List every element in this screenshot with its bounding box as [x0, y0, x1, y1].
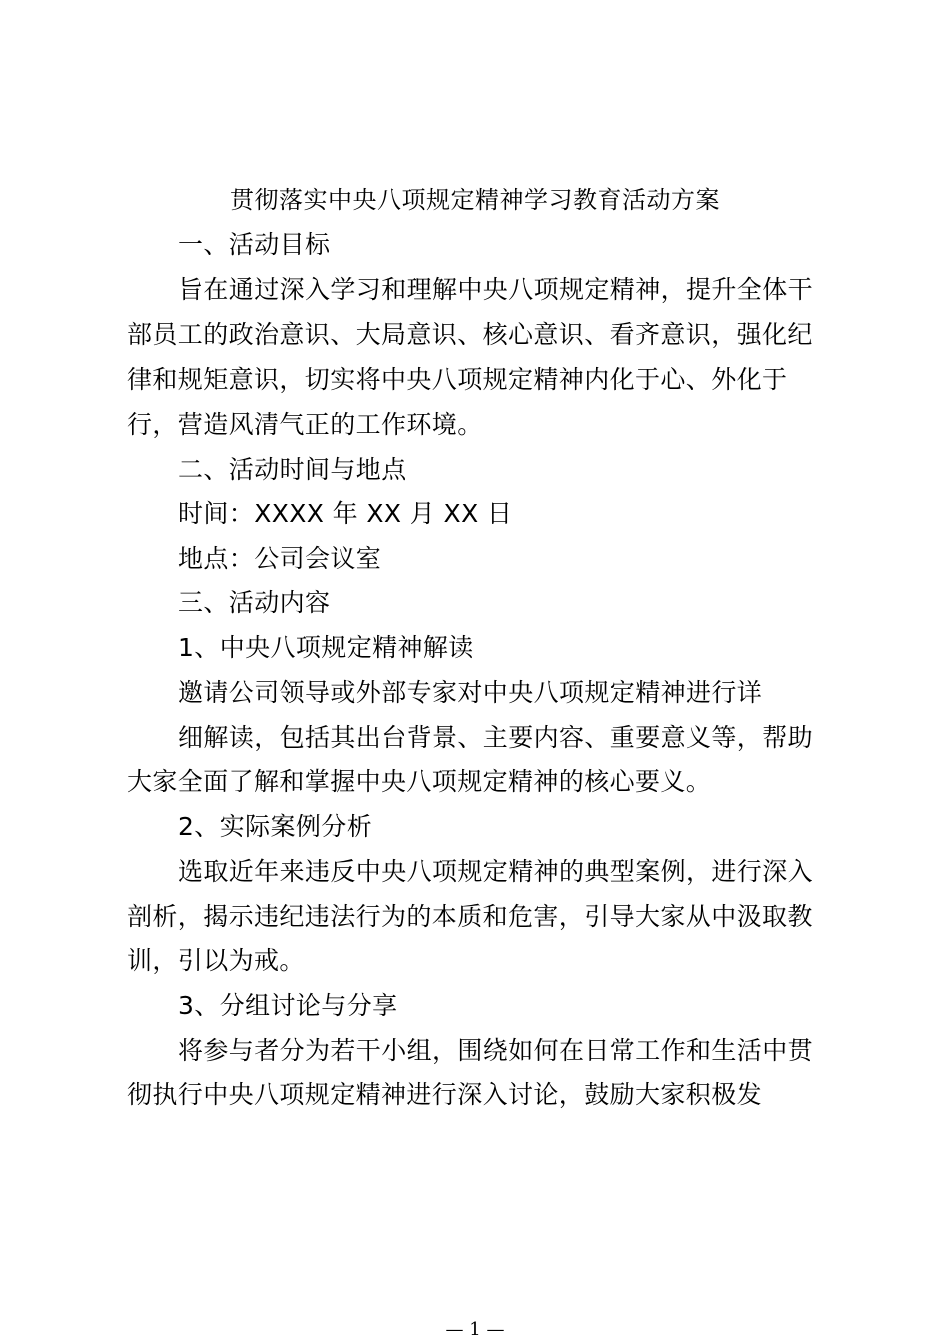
paragraph-line: 细解读，包括其出台背景、主要内容、重要意义等，帮助: [178, 723, 814, 752]
subsection-heading-case-analysis: 2、实际案例分析: [178, 812, 373, 841]
time-line: 时间：XXXX 年 XX 月 XX 日: [178, 499, 513, 528]
paragraph-line: 将参与者分为若干小组，围绕如何在日常工作和生活中贯: [178, 1036, 814, 1065]
subsection-heading-discussion: 3、分组讨论与分享: [178, 991, 398, 1020]
paragraph-line: 部员工的政治意识、大局意识、核心意识、看齐意识，强化纪: [127, 320, 813, 349]
subsection-heading-interpretation: 1、中央八项规定精神解读: [178, 633, 474, 662]
section-heading-content: 三、活动内容: [178, 588, 331, 617]
paragraph-line: 选取近年来违反中央八项规定精神的典型案例，进行深入: [178, 857, 814, 886]
document-title: 贯彻落实中央八项规定精神学习教育活动方案: [230, 186, 720, 214]
paragraph-line: 行，营造风清气正的工作环境。: [127, 410, 483, 439]
paragraph-line: 旨在通过深入学习和理解中央八项规定精神，提升全体干: [178, 275, 814, 304]
paragraph-line: 律和规矩意识，切实将中央八项规定精神内化于心、外化于: [127, 365, 788, 394]
place-line: 地点：公司会议室: [178, 544, 382, 573]
paragraph-line: 邀请公司领导或外部专家对中央八项规定精神进行详: [178, 678, 763, 707]
paragraph-line: 彻执行中央八项规定精神进行深入讨论，鼓励大家积极发: [127, 1080, 763, 1109]
page-number: — 1 —: [445, 1319, 505, 1340]
paragraph-line: 剖析，揭示违纪违法行为的本质和危害，引导大家从中汲取教: [127, 902, 813, 931]
section-heading-time-place: 二、活动时间与地点: [178, 455, 407, 484]
section-heading-objectives: 一、活动目标: [178, 230, 331, 259]
paragraph-line: 大家全面了解和掌握中央八项规定精神的核心要义。: [127, 767, 712, 796]
paragraph-line: 训，引以为戒。: [127, 946, 305, 975]
